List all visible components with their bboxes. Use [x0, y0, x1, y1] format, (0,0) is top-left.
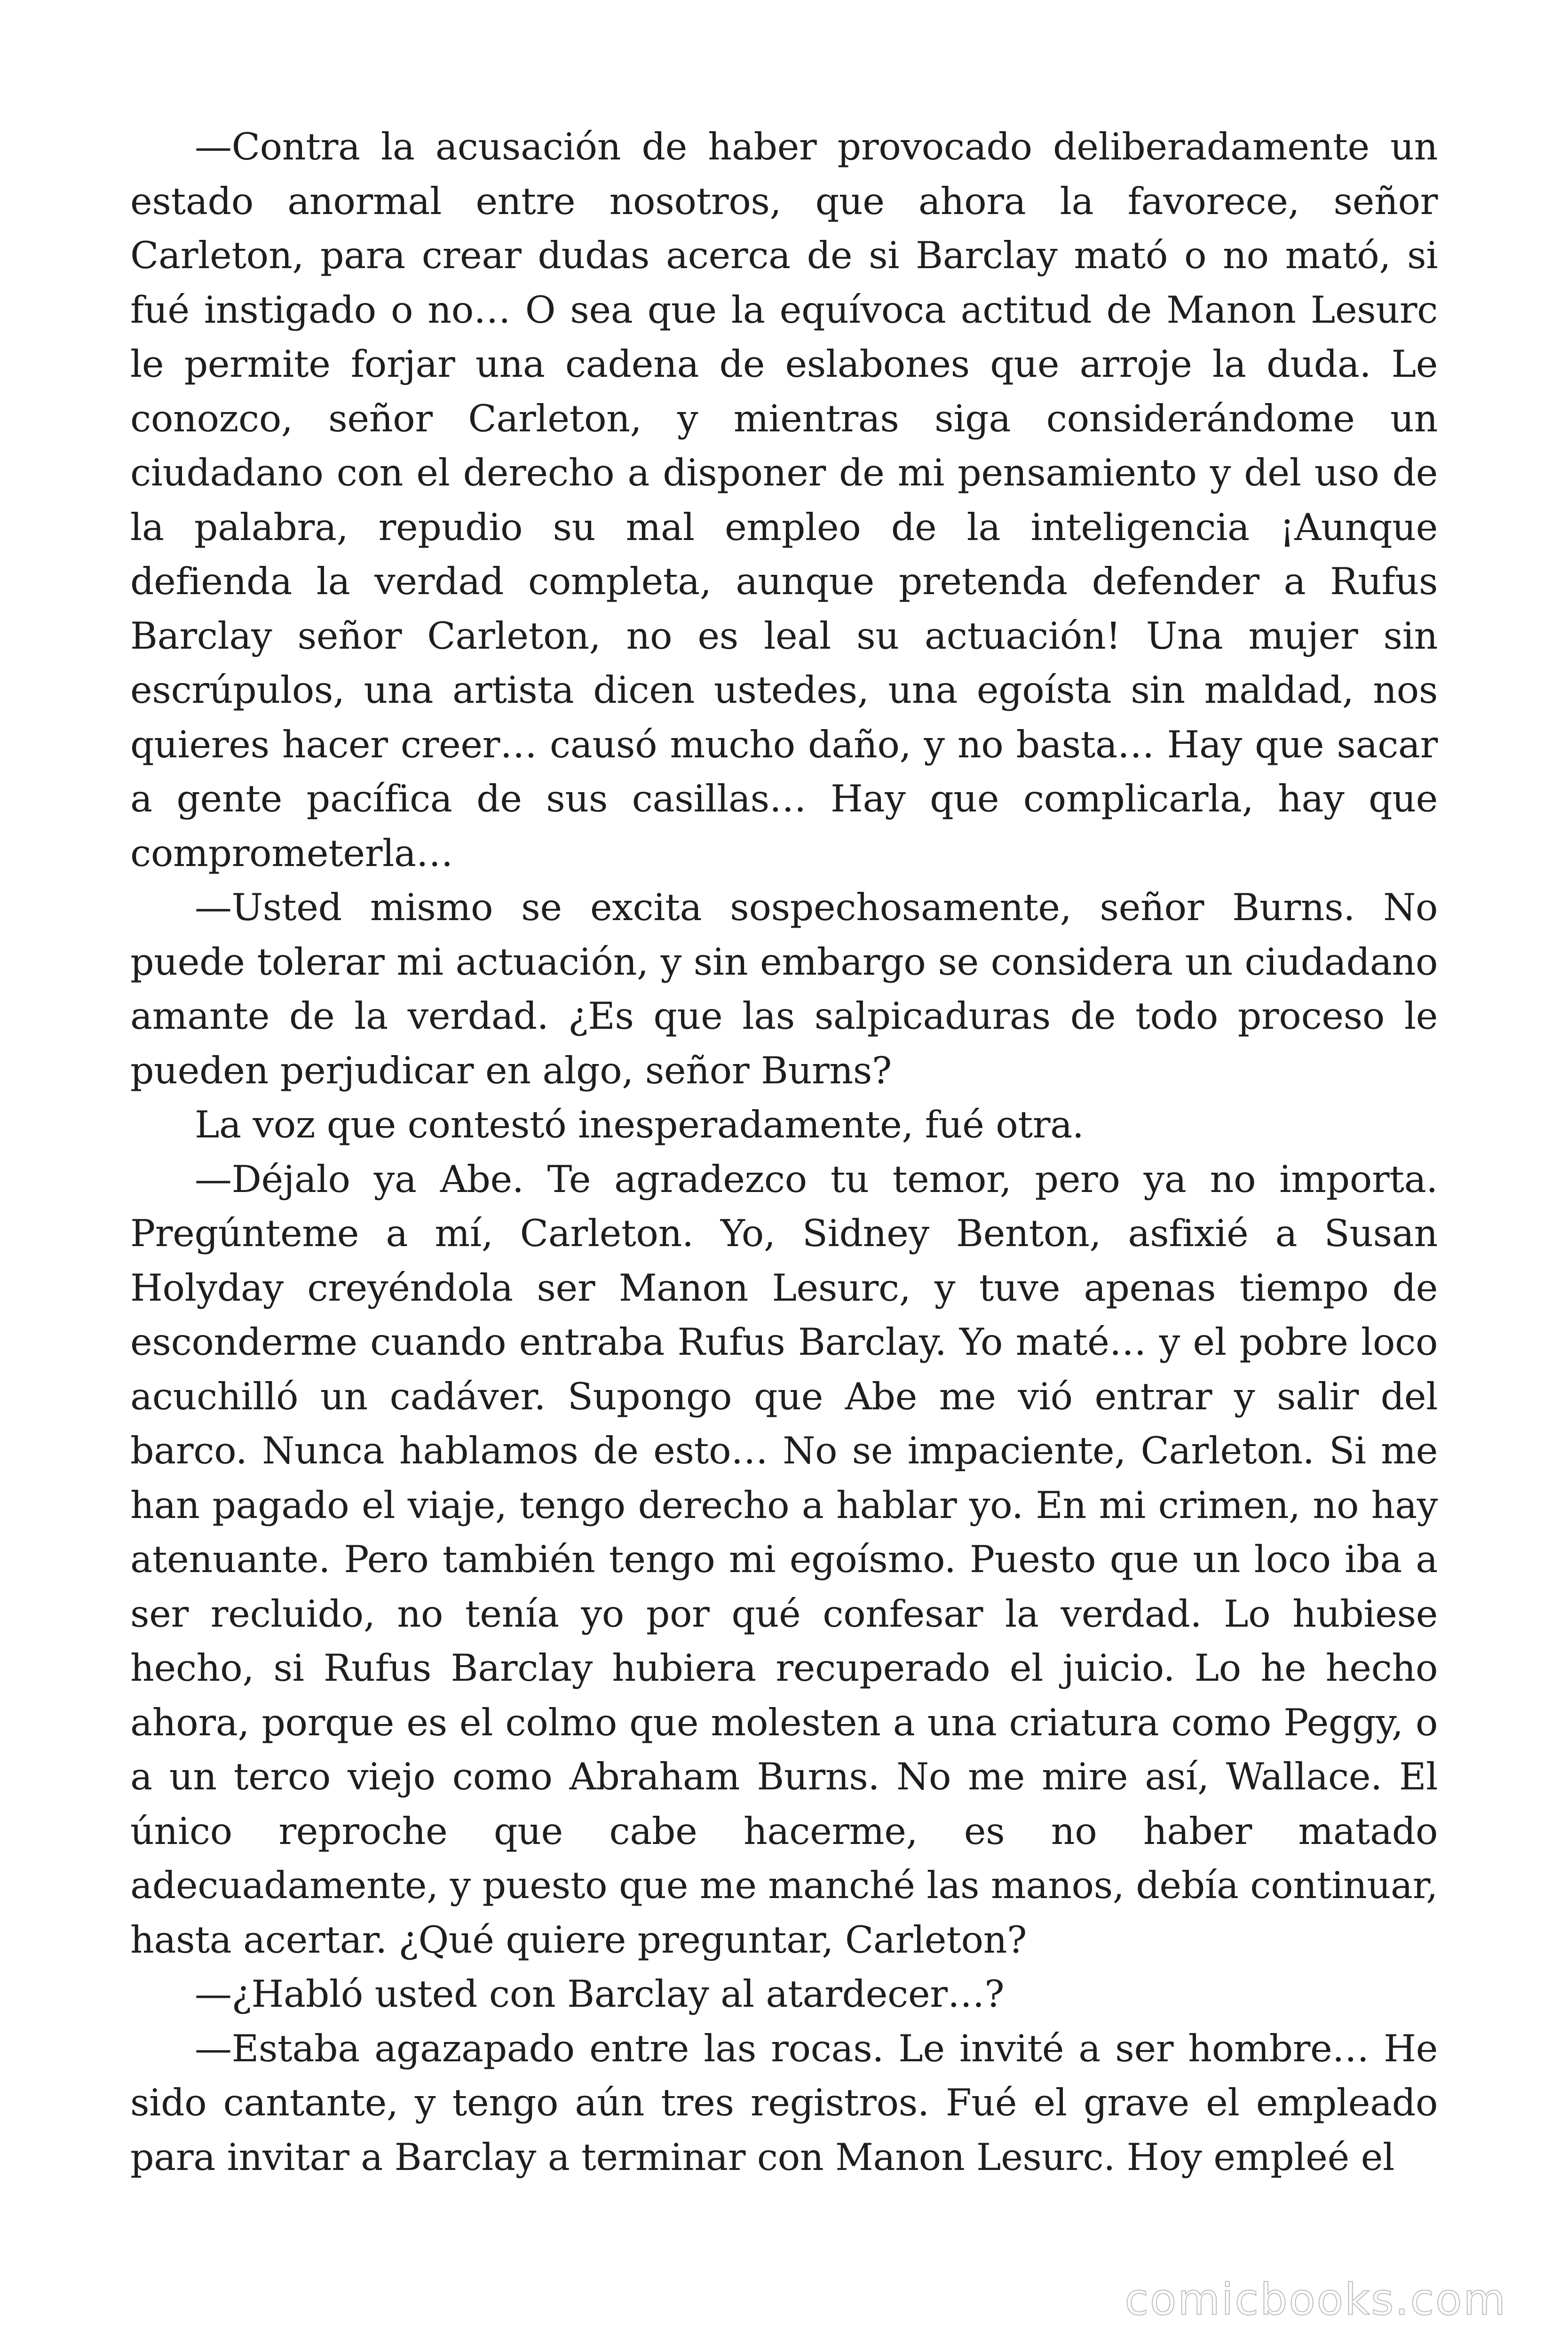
paragraph-1: —Contra la acusación de haber provocado deliberadamente un estado anormal entre nosotros, que ahora la favorece, señor Carleton, para crear dudas acerca de si Barclay mató o no mató, si fué instigado o no… O sea que la equívoca actitud de Manon Lesurc le permite forjar una cadena de eslabones que arroje la duda. Le conozco, señor Carleton, y mientras siga considerándome un ciudadano con el derecho a disponer de mi pensamiento y del uso de la palabra, repudio su mal empleo de la inteligencia ¡Aunque defienda la verdad completa, aunque pretenda defender a Rufus Barclay señor Carleton, no es leal su actuación! Una mujer sin escrúpulos, una artista dicen ustedes, una egoísta sin maldad, nos quieres hacer creer… causó mucho daño, y no basta… Hay que sacar a gente pacífica de sus casillas… Hay que complicarla, hay que comprometerla…	[130, 125, 1438, 875]
paragraph-2: —Usted mismo se excita sospechosamente, señor Burns. No puede tolerar mi actuación, y sin embargo se considera un ciudadano amante de la verdad. ¿Es que las salpicaduras de todo proceso le pueden perjudicar en algo, señor Burns?	[130, 886, 1438, 1092]
paragraph-3: La voz que contestó inesperadamente, fué otra.	[195, 1103, 1084, 1146]
paragraph-6: —Estaba agazapado entre las rocas. Le invité a ser hombre… He sido cantante, y tengo aún tres registros. Fué el grave el empleado para invitar a Barclay a terminar con Manon Lesurc. Hoy empleé el	[130, 2026, 1438, 2179]
watermark: comicbooks.com	[1125, 2274, 1507, 2325]
body-text	[130, 120, 1438, 2185]
paragraph-5: —¿Habló usted con Barclay al atardecer…?	[195, 1972, 1005, 2016]
paragraph-4: —Déjalo ya Abe. Te agradezco tu temor, pero ya no importa. Pregúnteme a mí, Carleton. Yo, Sidney Benton, asfixié a Susan Holyday creyéndola ser Manon Lesurc, y tuve apenas tiempo de esconderme cuando entraba Rufus Barclay. Yo maté… y el pobre loco acuchilló un cadáver. Supongo que Abe me vió entrar y salir del barco. Nunca hablamos de esto… No se impaciente, Carleton. Si me han pagado el viaje, tengo derecho a hablar yo. En mi crimen, no hay atenuante. Pero también tengo mi egoísmo. Puesto que un loco iba a ser recluido, no tenía yo por qué confesar la verdad. Lo hubiese hecho, si Rufus Barclay hubiera recuperado el juicio. Lo he hecho ahora, porque es el colmo que molesten a una criatura como Peggy, o a un terco viejo como Abraham Burns. No me mire así, Wallace. El único reproche que cabe hacerme, es no haber matado adecuadamente, y puesto que me manché las manos, debía continuar, hasta acertar. ¿Qué quiere preguntar, Carleton?	[130, 1157, 1438, 1962]
